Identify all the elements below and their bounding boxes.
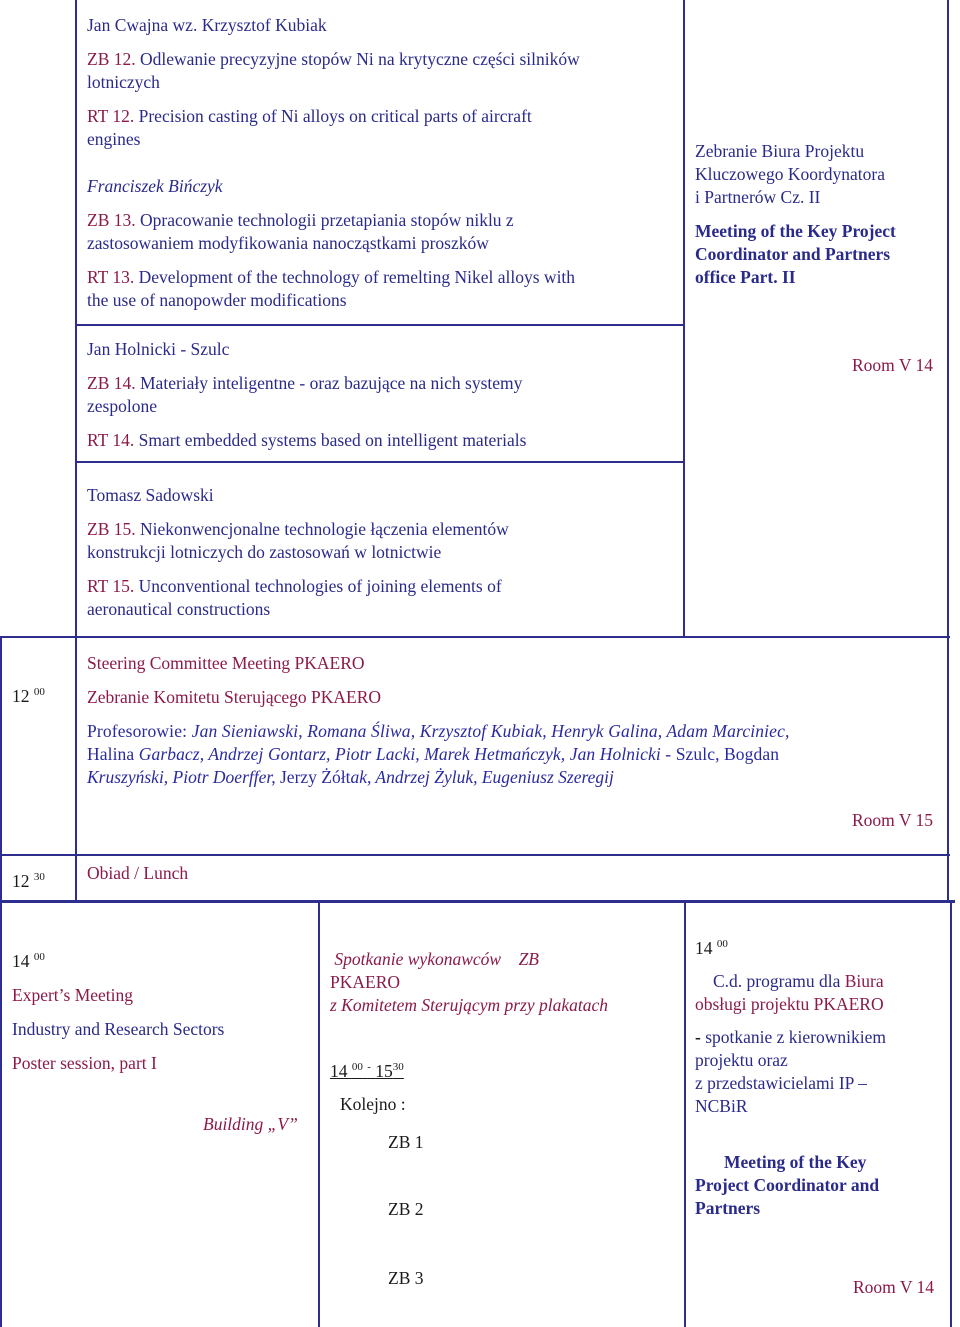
topic-rt12 [87, 105, 677, 128]
continuation-title-part: Biura [844, 971, 884, 991]
topic-text: Materiały inteligentne - oraz bazujące na nich systemy [135, 373, 523, 393]
topic-text-continued: konstrukcji lotniczych do zastosowań w lotnictwie [87, 542, 442, 562]
topic-text: Development of the technology of remelting Nikel alloys with [134, 267, 576, 287]
time-slot-1200 [12, 685, 45, 708]
grid-line [0, 900, 2, 1327]
continuation-description: NCBiR [695, 1096, 748, 1116]
order-label: Kolejno : [340, 1094, 406, 1114]
meeting-title [330, 948, 680, 971]
continuation-description: z przedstawicielami IP – [695, 1073, 867, 1093]
topic-text-continued: engines [87, 129, 141, 149]
grid-line [947, 0, 949, 637]
session-title: Expert’s Meeting [12, 985, 134, 1005]
topic-code: ZB 14. [87, 373, 136, 393]
time-range [330, 1060, 404, 1083]
topic-text-continued: the use of nanopowder modifications [87, 290, 347, 310]
meeting-title-part: Spotkanie wykonawców [334, 949, 502, 969]
meeting-title-pl: Kluczowego Koordynatora [695, 164, 886, 184]
time-minutes: 00 [33, 686, 45, 698]
continuation-description: projektu oraz [695, 1050, 788, 1070]
meeting-title-en: office Part. II [695, 267, 796, 287]
meeting-title-pl: i Partnerów Cz. II [695, 187, 821, 207]
participants-prefix: Profesorowie: [87, 721, 192, 741]
group-zb2: ZB 2 [388, 1199, 424, 1219]
topic-code: ZB 13. [87, 210, 136, 230]
meeting-title-pl: Zebranie Biura Projektu [695, 141, 865, 161]
time-dash: - [367, 1061, 371, 1073]
time-slot-1230 [12, 870, 45, 893]
session-block-zb12-zb13 [87, 14, 677, 312]
desc-text: spotkanie z kierownikiem [705, 1027, 886, 1047]
participant-names: Kruszyński, Piotr Doerffer, [87, 767, 276, 787]
topic-zb14 [87, 372, 677, 395]
time-hour: 14 [695, 938, 713, 958]
topic-text: Odlewanie precyzyjne stopów Ni na krytyczne części silników [135, 49, 580, 69]
topic-text-continued: zespolone [87, 396, 157, 416]
time-hour: 12 [12, 871, 30, 891]
continuation-title [695, 970, 945, 993]
topic-code: RT 13. [87, 267, 135, 287]
topic-rt13 [87, 266, 677, 289]
session-subtitle: Industry and Research Sectors [12, 1019, 225, 1039]
topic-code: RT 14. [87, 430, 135, 450]
participant-name: Halina [87, 744, 135, 764]
time-slot-1400 [12, 950, 312, 973]
grid-line [75, 461, 684, 463]
grid-line [0, 636, 950, 638]
time-minutes: 00 [33, 951, 45, 963]
topic-code: RT 15. [87, 576, 135, 596]
participants-names: Jan Sieniawski, Romana Śliwa, Krzysztof Kubiak, Henryk Galina, Adam Marciniec, [191, 721, 790, 741]
time-minutes: 00 [351, 1061, 363, 1073]
meeting-title: PKAERO [330, 972, 401, 992]
grid-line [0, 854, 950, 856]
participant-names: - Szulc, Bogdan [660, 744, 780, 764]
time-hour: 15 [375, 1061, 393, 1081]
grid-line [0, 900, 955, 903]
continuation-description [695, 1026, 945, 1049]
grid-line [318, 900, 320, 1327]
topic-zb15 [87, 518, 677, 541]
session-block-zb14 [87, 338, 677, 452]
grid-line [683, 0, 685, 637]
room-label: Room V 14 [852, 355, 934, 375]
topic-text: Unconventional technologies of joining elements of [134, 576, 502, 596]
session-subtitle: Poster session, part I [12, 1053, 157, 1073]
grid-line [947, 636, 949, 902]
group-zb1: ZB 1 [388, 1132, 424, 1152]
time-hour: 14 [12, 951, 30, 971]
expert-meeting-block [12, 950, 312, 1075]
topic-zb12 [87, 48, 677, 71]
topic-code: ZB 15. [87, 519, 136, 539]
topic-text: Smart embedded systems based on intelligent materials [134, 430, 527, 450]
continuation-title: obsługi projektu PKAERO [695, 994, 884, 1014]
topic-rt15 [87, 575, 677, 598]
time-minutes: 00 [716, 938, 728, 950]
topic-code: ZB 12. [87, 49, 136, 69]
contractors-meeting-block [330, 948, 680, 1116]
time-hour: 12 [12, 686, 30, 706]
author-name: Jan Holnicki - Szulc [87, 339, 230, 359]
grid-line [684, 900, 686, 1327]
author-name: Tomasz Sadowski [87, 485, 214, 505]
topic-text-continued: zastosowaniem modyfikowania nanocząstkami proszków [87, 233, 489, 253]
topic-text-continued: aeronautical constructions [87, 599, 271, 619]
grid-line [0, 636, 2, 902]
lunch-label: Obiad / Lunch [87, 863, 189, 883]
topic-zb13 [87, 209, 677, 232]
topic-text-continued: lotniczych [87, 72, 160, 92]
topic-text: Precision casting of Ni alloys on critical parts of aircraft [134, 106, 532, 126]
participant-names: ak, Andrzej Żyluk, Eugeniusz Szeregij [350, 767, 614, 787]
topic-text: Opracowanie technologii przetapiania stopów niklu z [135, 210, 514, 230]
meeting-title-en: Partners [695, 1198, 761, 1218]
time-minutes: 30 [33, 871, 45, 883]
participants-line [87, 743, 939, 766]
building-label: Building „V” [203, 1114, 298, 1134]
grid-line [75, 324, 684, 326]
meeting-title-en: Meeting of the Key [724, 1152, 867, 1172]
meeting-title-en: Meeting of the Key Project [695, 221, 896, 241]
participants-line [87, 720, 939, 743]
grid-line [75, 0, 77, 637]
meeting-title: z Komitetem Sterującym przy plakatach [330, 995, 609, 1015]
participant-names: Garbacz, Andrzej Gontarz, Piotr Lacki, Marek Hetmańczyk, Jan Holnicki [134, 744, 661, 764]
time-hour: 14 [330, 1061, 348, 1081]
time-slot-1400 [695, 937, 945, 960]
session-block-zb15 [87, 484, 677, 621]
participant-name: Jerzy Żółt [275, 767, 351, 787]
author-name: Jan Cwajna wz. Krzysztof Kubiak [87, 15, 327, 35]
topic-code: RT 12. [87, 106, 135, 126]
continuation-block [695, 937, 945, 1220]
group-zb3: ZB 3 [388, 1268, 424, 1288]
meeting-title-en: Project Coordinator and [695, 1175, 880, 1195]
session-title-pl: Zebranie Komitetu Sterującego PKAERO [87, 687, 382, 707]
desc-dash: - [695, 1027, 706, 1047]
author-name: Franciszek Bińczyk [87, 176, 223, 196]
grid-line [75, 636, 77, 902]
meeting-title-part: ZB [518, 949, 540, 969]
steering-committee-block [87, 652, 939, 789]
room-label: Room V 14 [853, 1277, 935, 1297]
session-title-en: Steering Committee Meeting PKAERO [87, 653, 365, 673]
participants-line [87, 766, 939, 789]
topic-text: Niekonwencjonalne technologie łączenia elementów [135, 519, 509, 539]
time-minutes: 30 [392, 1061, 404, 1073]
topic-rt14 [87, 429, 677, 452]
grid-line [950, 900, 952, 1327]
meeting-title-en: Coordinator and Partners [695, 244, 891, 264]
room-label: Room V 15 [852, 810, 934, 830]
meeting-key-coordinator [695, 140, 945, 289]
continuation-title-part: C.d. programu dla [713, 971, 845, 991]
